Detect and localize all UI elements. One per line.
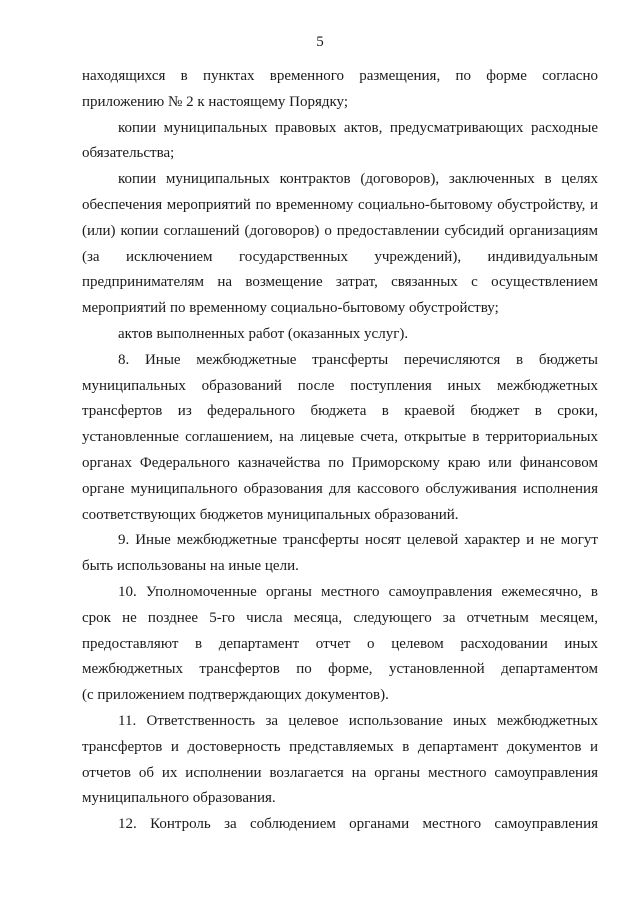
text-line: 8. Иные межбюджетные трансферты перечисляются в бюджеты <box>118 351 598 368</box>
text-line: (с приложением подтверждающих документов). <box>82 687 389 704</box>
text-line: муниципального образования. <box>82 790 276 807</box>
text-line: находящихся в пунктах временного размещения, по форме согласно <box>82 68 598 84</box>
text-line: муниципальных образований после поступления иных межбюджетных <box>82 377 598 394</box>
text-line: трансфертов и достоверность представляемых в департамент документов и <box>82 738 598 755</box>
text-line: предоставляют в департамент отчет о целевом расходовании иных <box>82 635 598 652</box>
text-line: (или) копии соглашений (договоров) о предоставлении субсидий организациям <box>82 222 598 239</box>
paragraph <box>82 116 598 168</box>
paragraph <box>82 322 598 348</box>
text-line: копии муниципальных правовых актов, предусматривающих расходные <box>118 119 598 136</box>
text-line: (за исключением государственных учреждений), индивидуальным <box>82 248 598 265</box>
text-line: органе муниципального образования для кассового обслуживания исполнения <box>82 480 598 497</box>
paragraph <box>82 348 598 529</box>
text-line: органах Федерального казначейства по Приморскому краю или финансовом <box>82 454 598 471</box>
text-line: 11. Ответственность за целевое использование иных межбюджетных <box>118 712 598 729</box>
text-line: 10. Уполномоченные органы местного самоуправления ежемесячно, в <box>118 583 598 600</box>
paragraph <box>82 709 598 812</box>
text-line: предпринимателям на возмещение затрат, связанных с осуществлением <box>82 274 598 291</box>
paragraph <box>82 580 598 709</box>
text-line: быть использованы на иные цели. <box>82 558 299 575</box>
text-line: копии муниципальных контрактов (договоров), заключенных в целях <box>118 171 598 188</box>
text-line: мероприятий по временному социально-бытовому обустройству; <box>82 300 499 317</box>
text-line: установленные соглашением, на лицевые счета, открытые в территориальных <box>82 429 598 446</box>
paragraph <box>82 528 598 580</box>
page-number: 5 <box>316 34 324 50</box>
text-line: актов выполненных работ (оказанных услуг). <box>118 325 409 342</box>
text-line: отчетов об их исполнении возлагается на органы местного самоуправления <box>82 764 598 781</box>
text-line: 9. Иные межбюджетные трансферты носят целевой характер и не могут <box>118 532 598 549</box>
paragraph <box>82 64 598 116</box>
text-line: соответствующих бюджетов муниципальных образований. <box>82 506 459 523</box>
text-line: срок не позднее 5-го числа месяца, следующего за отчетным месяцем, <box>82 609 598 626</box>
text-line: обязательства; <box>82 145 175 162</box>
text-line: трансфертов из федерального бюджета в краевой бюджет в сроки, <box>82 403 598 420</box>
document-body <box>82 64 598 838</box>
paragraph <box>82 812 598 838</box>
text-line: межбюджетных трансфертов по форме, установленной департаментом <box>82 661 598 678</box>
text-line: 12. Контроль за соблюдением органами местного самоуправления <box>118 816 598 833</box>
paragraph <box>82 167 598 322</box>
text-line: обеспечения мероприятий по временному социально-бытовому обустройству, и <box>82 196 598 213</box>
text-line: приложению № 2 к настоящему Порядку; <box>82 93 349 110</box>
